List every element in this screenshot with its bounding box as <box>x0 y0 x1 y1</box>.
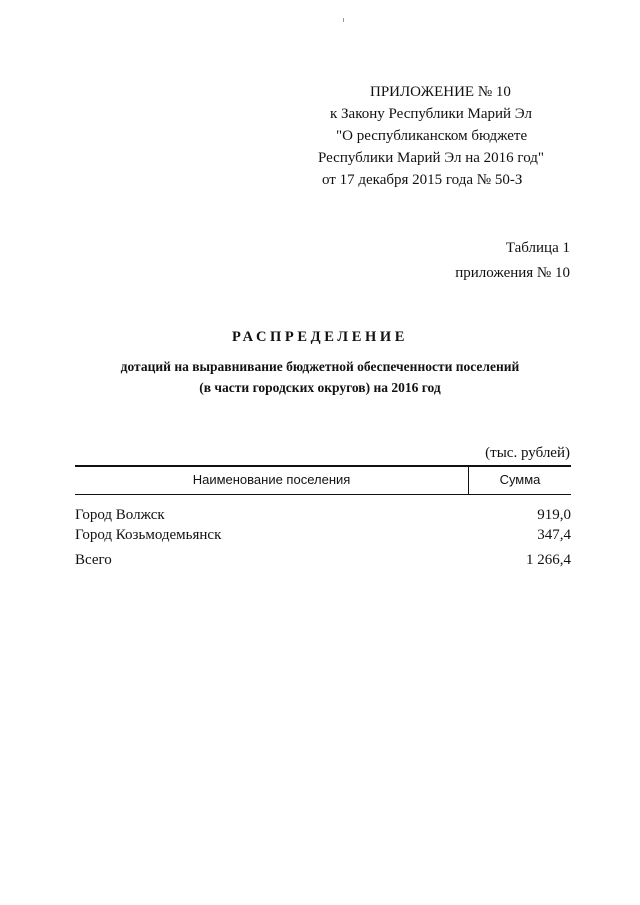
total-sum: 1 266,4 <box>526 552 571 568</box>
appendix-law-date: от 17 декабря 2015 года № 50-З <box>322 172 523 188</box>
column-header-name: Наименование поселения <box>192 472 351 487</box>
table-row <box>75 527 571 547</box>
appendix-law-title-1: "О республиканском бюджете <box>336 128 528 144</box>
column-header-sum: Сумма <box>499 472 541 487</box>
table-total-row <box>75 552 571 572</box>
table-number: Таблица 1 <box>505 240 570 256</box>
settlement-name: Город Козьмодемьянск <box>75 527 222 543</box>
table-reference <box>455 236 570 286</box>
subtitle-line-1: дотаций на выравнивание бюджетной обеспеченности поселений <box>120 359 520 374</box>
settlement-sum: 347,4 <box>537 527 571 543</box>
appendix-header <box>318 81 578 191</box>
table-top-rule <box>75 465 571 467</box>
document-title: РАСПРЕДЕЛЕНИЕ <box>232 329 408 345</box>
scan-mark <box>343 18 344 22</box>
total-label: Всего <box>75 552 112 568</box>
appendix-law-title-2: Республики Марий Эл на 2016 год" <box>318 150 545 166</box>
subtitle-line-2: (в части городских округов) на 2016 год <box>199 380 441 395</box>
appendix-law-ref: к Закону Республики Марий Эл <box>330 106 533 122</box>
units-label: (тыс. рублей) <box>485 445 570 461</box>
table-header-rule <box>75 494 571 495</box>
appendix-number: ПРИЛОЖЕНИЕ № 10 <box>370 84 511 100</box>
settlement-sum: 919,0 <box>537 507 571 523</box>
table-row <box>75 507 571 527</box>
settlement-name: Город Волжск <box>75 507 165 523</box>
document-subtitle <box>70 356 570 398</box>
table-appendix-ref: приложения № 10 <box>455 265 570 281</box>
